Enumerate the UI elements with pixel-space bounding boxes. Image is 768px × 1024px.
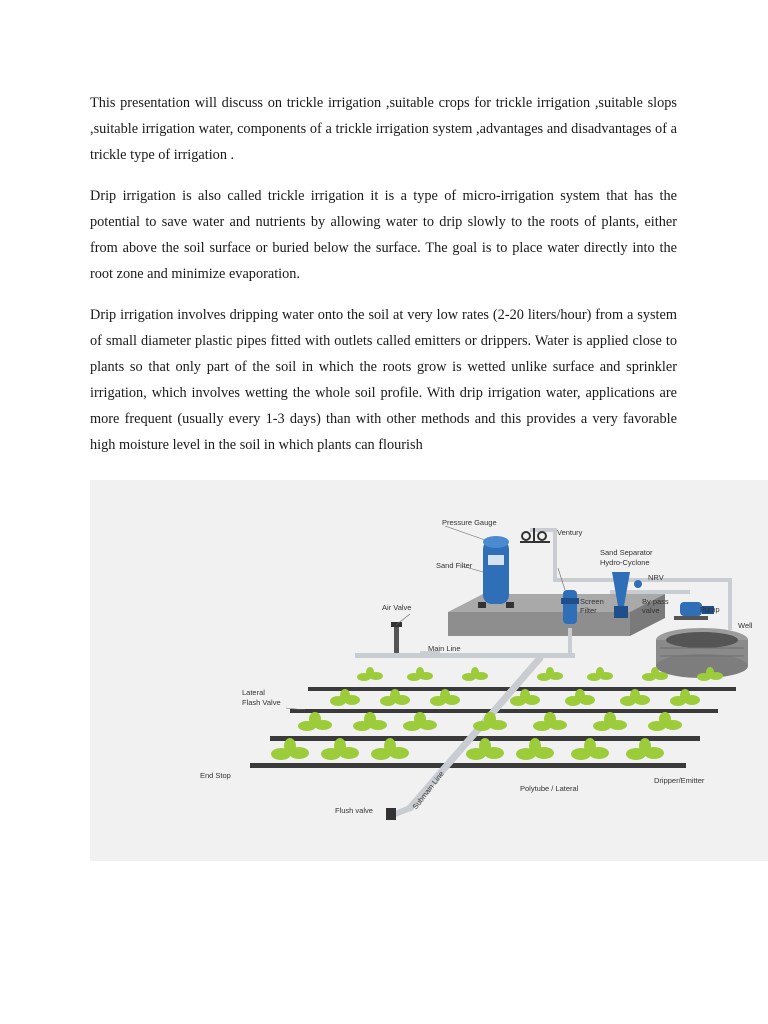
drip-irrigation-diagram: [90, 480, 768, 861]
label-sand-separator: Sand Separator: [600, 548, 653, 557]
screen-filter: [561, 590, 579, 624]
label-hydro-cyclone: Hydro-Cyclone: [600, 558, 650, 567]
label-ventury: Ventury: [557, 528, 583, 537]
well: [656, 628, 748, 678]
definition-paragraph: Drip irrigation is also called trickle irrigation it is a type of micro-irrigation system that has the potential to save water and nutrients by allowing water to drip slowly to the roots of plants, either from above the soil surface or buried below the surface. The goal is to place water directly into the root zone and minimize evaporation.: [90, 188, 677, 282]
description-paragraph: Drip irrigation involves dripping water onto the soil at very low rates (2-20 liters/hour) from a system of small diameter plastic pipes fitted with outlets called emitters or drippers. Water is applied close to plants so that only part of the soil in which the roots grow is wetted unlike surface and sprinkler irrigation, which involves wetting the whole soil profile. With drip irrigation water, applications are more frequent (usually every 1-3 days) than with other methods and this provides a very favorable high moisture level in the soil in which plants can flourish: [90, 307, 677, 453]
label-screen: Screen: [580, 597, 604, 606]
label-screen-filter: Filter: [580, 606, 597, 615]
label-bypass-valve: valve: [642, 606, 660, 615]
label-lateral: Lateral: [242, 688, 265, 697]
label-well: Well: [738, 621, 753, 630]
intro-paragraph: This presentation will discuss on trickle irrigation ,suitable crops for trickle irrigation ,suitable slops ,suitable irrigation water, components of a trickle irrigation system ,advantages and disadvantages of a trickle type of irrigation .: [90, 95, 677, 163]
label-bypass: By pass: [642, 597, 669, 606]
label-flush-valve: Flush valve: [335, 806, 373, 815]
label-end-stop: End Stop: [200, 771, 231, 780]
label-dripper: Dripper/Emitter: [654, 776, 705, 785]
label-polytube: Polytube / Lateral: [520, 784, 579, 793]
flush-valve: [386, 808, 396, 820]
label-flash-valve: Flash Valve: [242, 698, 281, 707]
plants: [271, 667, 723, 760]
label-main-line: Main Line: [428, 644, 461, 653]
air-valve: [391, 622, 402, 655]
label-air-valve: Air Valve: [382, 603, 412, 612]
label-nrv: NRV: [648, 573, 664, 582]
label-pump: Pump: [700, 605, 720, 614]
filter-platform: [448, 594, 665, 636]
label-submain-line: Submain Line: [410, 769, 446, 812]
label-pressure-gauge: Pressure Gauge: [442, 518, 497, 527]
label-sand-filter: Sand Filter: [436, 561, 473, 570]
sand-filter: [478, 536, 514, 608]
